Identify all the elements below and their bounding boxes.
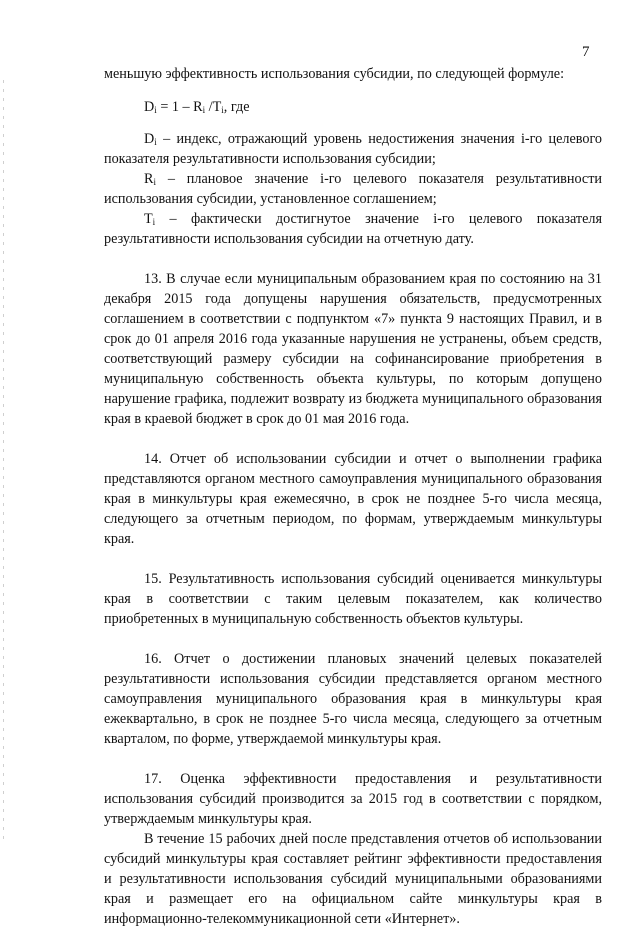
scan-edge-mark [3, 80, 4, 840]
definition-subscript: i [154, 137, 157, 147]
paragraph-14: 14. Отчет об использовании субсидии и отчет о выполнении графика представляются органом местного самоуправления муниципального образования края в минкультуры края ежемесячно, в срок не позднее 5-го числа месяца, следующего за отчетным периодом, по формам, утверждаемым минкультуры края. [104, 451, 602, 547]
definition-text: – плановое значение i-го целевого показателя результативности использования субсидии, установленное соглашением; [104, 171, 602, 207]
formula-sub-3: i [221, 105, 224, 115]
formula [144, 97, 602, 117]
formula-d: D [144, 99, 155, 115]
formula-mid: /T [205, 99, 222, 115]
paragraph-17: 17. Оценка эффективности предоставления и результативности использования субсидий производится за 2015 год в соответствии с порядком, утверждаемым минкультуры края. [104, 771, 602, 827]
formula-sub-2: i [202, 105, 206, 115]
paragraph-15: 15. Результативность использования субсидий оценивается минкультуры края в соответствии с таким целевым показателем, как количество приобретенных в муниципальную собственность объектов культуры. [104, 571, 602, 627]
definition-text: – фактически достигнутое значение i-го целевого показателя результативности использования субсидии на отчетную дату. [104, 211, 602, 247]
formula-sub-1: i [154, 105, 157, 115]
definition-text: – индекс, отражающий уровень недостижения значения i-го целевого показателя результативности использования субсидии; [104, 131, 602, 167]
paragraph-17-continued: В течение 15 рабочих дней после представления отчетов об использовании субсидий минкультуры края составляет рейтинг эффективности предоставления и результативности использования субсидий муниципальными образованиями края и размещает его на официальном сайте минкультуры края в информационно-телекоммуникационной сети «Интернет». [104, 831, 602, 927]
definition-symbol: D [144, 131, 155, 147]
formula-eq: = 1 – R [156, 99, 203, 115]
formula-end: , где [223, 99, 250, 115]
definition-symbol: T [144, 211, 153, 227]
paragraph-16: 16. Отчет о достижении плановых значений целевых показателей результативности использования субсидии представляется органом местного самоуправления муниципального образования края в минкультуры края ежеквартально, в срок не позднее 5-го числа месяца, следующего за отчетным кварталом, по форме, утверждаемой минкультуры края. [104, 651, 602, 747]
document-body [104, 64, 602, 929]
page-number: 7 [582, 44, 590, 60]
paragraph-13: 13. В случае если муниципальным образованием края по состоянию на 31 декабря 2015 года допущены нарушения обязательств, предусмотренных соглашением в соответствии с подпунктом «7» пункта 9 настоящих Правил, и в срок до 01 апреля 2016 года указанные нарушения не устранены, объем средств, соответствующий размеру субсидии на софинансирование приобретения в муниципальную собственность объекта культуры, по которым допущено нарушение графика, подлежит возврату из бюджета муниципального образования края в краевой бюджет в срок до 01 мая 2016 года. [104, 271, 602, 427]
definition-symbol: R [144, 171, 154, 187]
definition-subscript: i [153, 177, 156, 187]
intro-line: меньшую эффективность использования субсидии, по следующей формуле: [104, 66, 565, 82]
definition-r [104, 169, 602, 209]
definition-subscript: i [152, 217, 156, 227]
definition-d [104, 129, 602, 169]
definition-t [104, 209, 602, 249]
